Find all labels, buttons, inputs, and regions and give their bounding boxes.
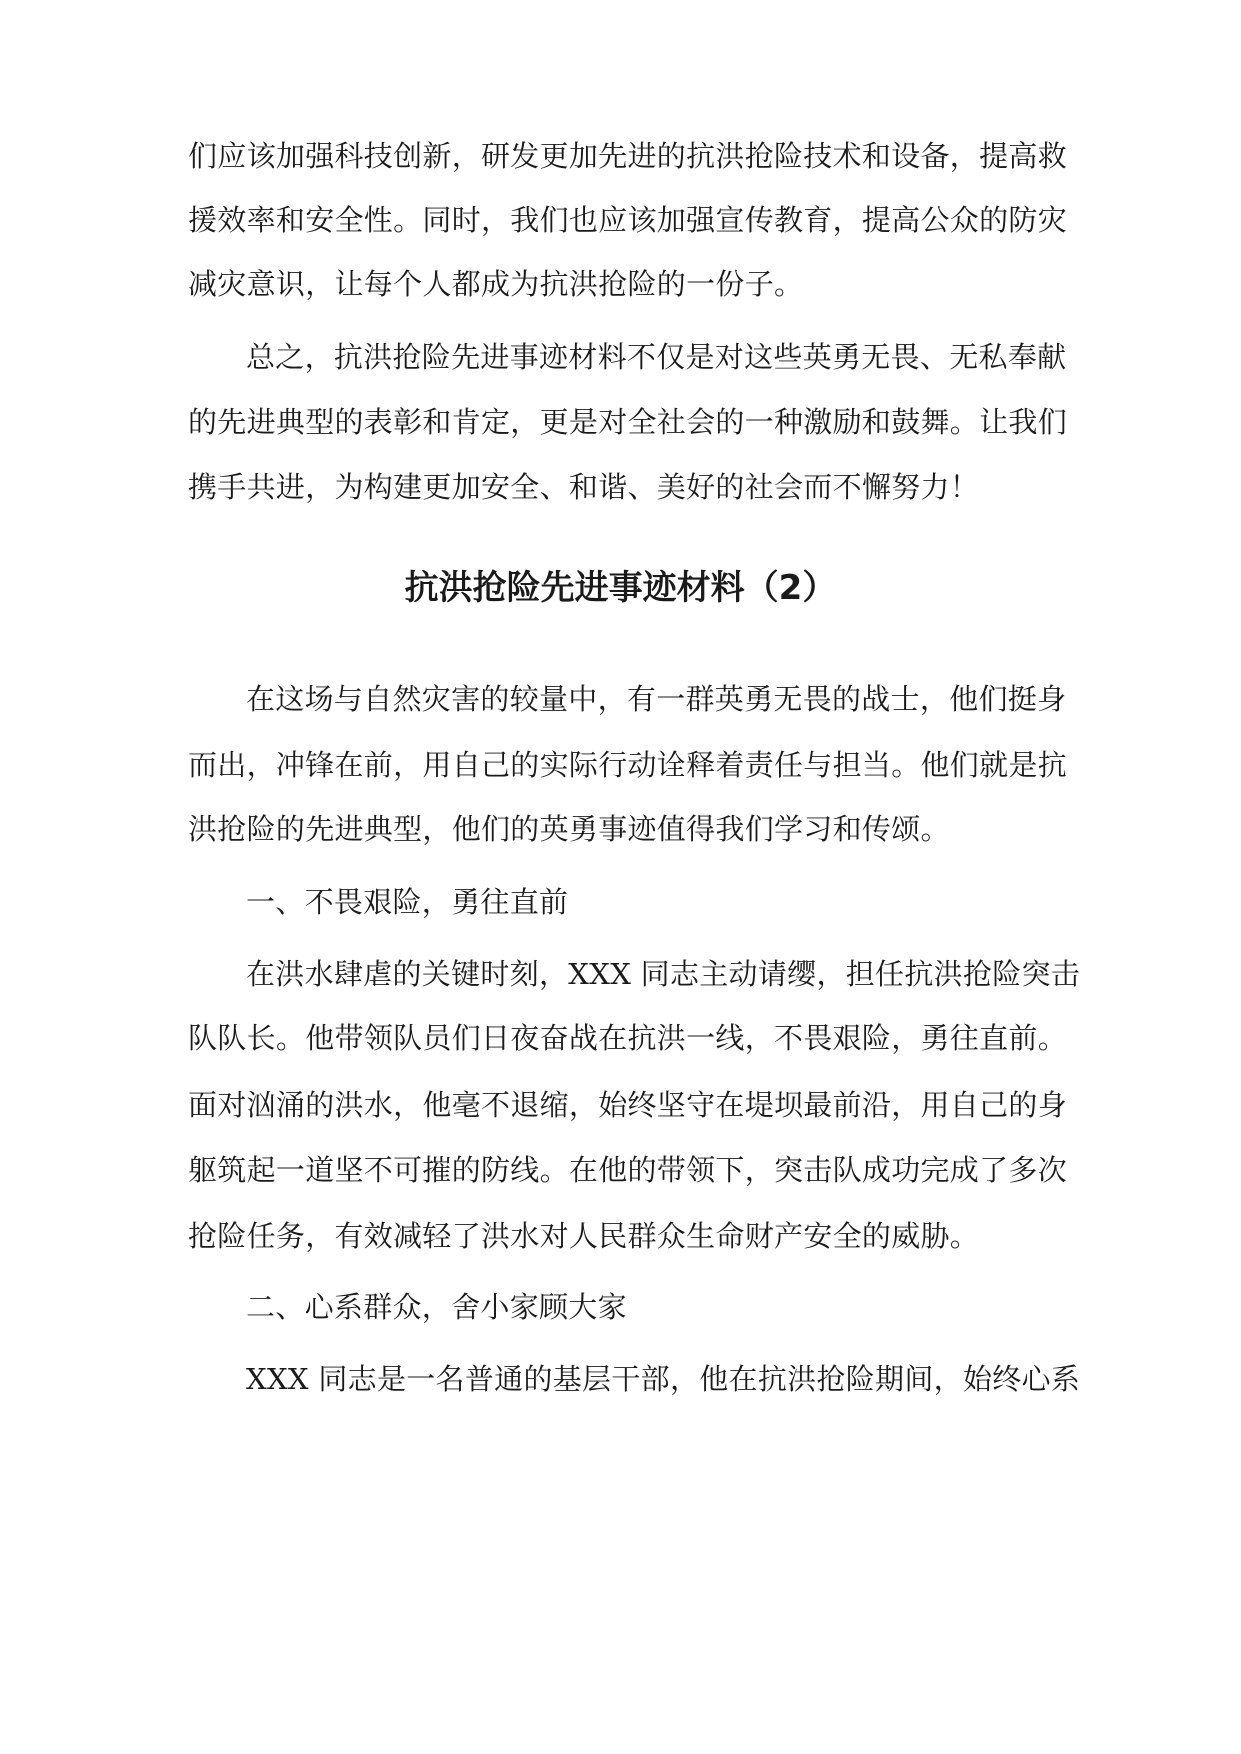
subheading: 二、心系群众，舍小家顾大家 [246, 1290, 627, 1324]
paragraph-line: 而出，冲锋在前，用自己的实际行动诠释着责任与担当。他们就是抗 [188, 748, 1068, 782]
paragraph-line: 携手共进，为构建更加安全、和谐、美好的社会而不懈努力！ [188, 470, 980, 504]
paragraph-line: 在洪水肆虐的关键时刻，XXX 同志主动请缨，担任抗洪抢险突击 [246, 957, 1081, 991]
paragraph-line: 在这场与自然灾害的较量中，有一群英勇无畏的战士，他们挺身 [246, 682, 1067, 716]
paragraph-line: 队队长。他带领队员们日夜奋战在抗洪一线，不畏艰险，勇往直前。 [188, 1021, 1068, 1055]
subheading: 一、不畏艰险，勇往直前 [246, 885, 569, 919]
paragraph-line: 总之，抗洪抢险先进事迹材料不仅是对这些英勇无畏、无私奉献 [246, 340, 1067, 374]
paragraph-line: 躯筑起一道坚不可摧的防线。在他的带领下，突击队成功完成了多次 [188, 1153, 1068, 1187]
paragraph-line: 减灾意识，让每个人都成为抗洪抢险的一份子。 [188, 267, 804, 301]
paragraph-line: 的先进典型的表彰和肯定，更是对全社会的一种激励和鼓舞。让我们 [188, 405, 1068, 439]
paragraph-line: 们应该加强科技创新，研发更加先进的抗洪抢险技术和设备，提高救 [188, 139, 1068, 173]
paragraph-line: 面对汹涌的洪水，他毫不退缩，始终坚守在堤坝最前沿，用自己的身 [188, 1088, 1068, 1122]
paragraph-line: 抢险任务，有效减轻了洪水对人民群众生命财产安全的威胁。 [188, 1219, 980, 1253]
section-title: 抗洪抢险先进事迹材料（2） [404, 568, 837, 608]
paragraph-line: XXX 同志是一名普通的基层干部，他在抗洪抢险期间，始终心系 [246, 1362, 1081, 1396]
paragraph-line: 洪抢险的先进典型，他们的英勇事迹值得我们学习和传颂。 [188, 812, 950, 846]
paragraph-line: 援效率和安全性。同时，我们也应该加强宣传教育，提高公众的防灾 [188, 203, 1068, 237]
